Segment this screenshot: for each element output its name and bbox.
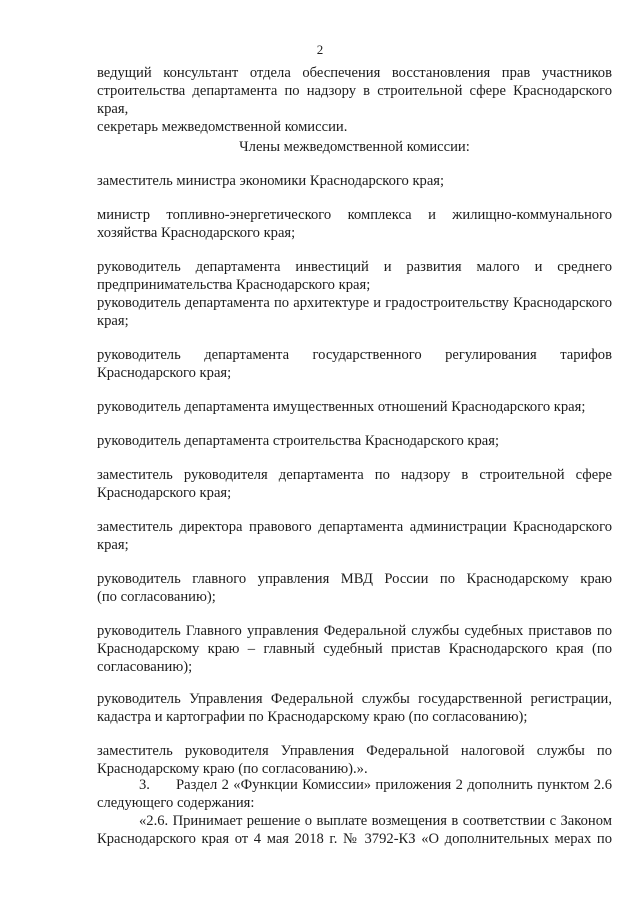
member-entry <box>97 622 612 676</box>
text-line: руководитель департамента инвестиций и развития малого и среднего <box>97 259 612 275</box>
member-entry <box>97 398 612 416</box>
amendment-paragraph-2-6 <box>97 812 612 848</box>
member-entry <box>97 258 612 294</box>
member-entry <box>97 742 612 778</box>
member-entry <box>97 518 612 554</box>
member-entry <box>97 570 612 606</box>
text-line: Краснодарского края; <box>97 485 232 501</box>
amendment-paragraph-3 <box>97 776 612 812</box>
text-line: руководитель департамента строительства Краснодарского края; <box>97 433 500 449</box>
text-line: руководитель главного управления МВД России по Краснодарскому краю <box>97 571 612 587</box>
member-entry <box>97 294 612 330</box>
text-line: следующего содержания: <box>97 795 255 811</box>
page-number: 2 <box>316 42 324 57</box>
member-entry <box>97 466 612 502</box>
text-line: руководитель Управления Федеральной службы государственной регистрации, <box>97 691 612 707</box>
text-line: хозяйства Краснодарского края; <box>97 225 296 241</box>
text-line: руководитель Главного управления Федеральной службы судебных приставов по <box>97 623 612 639</box>
text-line: края; <box>97 313 129 329</box>
text-line: строительства департамента по надзору в строительной сфере Краснодарского края, <box>97 83 612 117</box>
text-line: согласованию); <box>97 659 193 675</box>
text-line: руководитель департамента государственного регулирования тарифов <box>97 347 612 363</box>
text-line: руководитель департамента имущественных отношений Краснодарского края; <box>97 399 586 415</box>
text-line: заместитель директора правового департамента администрации Краснодарского <box>97 519 612 535</box>
text-line: (по согласованию); <box>97 589 216 605</box>
text-line: 3. Раздел 2 «Функции Комиссии» приложения 2 дополнить пунктом 2.6 <box>139 777 612 793</box>
text-line: Краснодарскому краю – главный судебный пристав Краснодарского края (по <box>97 641 612 657</box>
text-line: предпринимательства Краснодарского края; <box>97 277 371 293</box>
text-line: кадастра и картографии по Краснодарскому краю (по согласованию); <box>97 709 528 725</box>
text-line: заместитель руководителя Управления Федеральной налоговой службы по <box>97 743 612 759</box>
member-entry <box>97 206 612 242</box>
member-entry <box>97 172 612 190</box>
text-line: секретарь межведомственной комиссии. <box>97 119 348 135</box>
member-entry <box>97 432 612 450</box>
text-line: ведущий консультант отдела обеспечения восстановления прав участников <box>97 65 612 81</box>
text-line: заместитель министра экономики Краснодарского края; <box>97 173 445 189</box>
text-line: края; <box>97 537 129 553</box>
text-line: министр топливно-энергетического комплекса и жилищно-коммунального <box>97 207 612 223</box>
text-line: «2.6. Принимает решение о выплате возмещения в соответствии с Законом <box>139 813 612 829</box>
text-line: Краснодарского края; <box>97 365 232 381</box>
text-line: руководитель департамента по архитектуре и градостроительству Краснодарского <box>97 295 612 311</box>
secretary-entry <box>97 64 612 136</box>
member-entry <box>97 690 612 726</box>
text-line: Краснодарскому краю (по согласованию).». <box>97 761 368 777</box>
members-heading: Члены межведомственной комиссии: <box>239 139 470 155</box>
member-entry <box>97 346 612 382</box>
text-line: Краснодарского края от 4 мая 2018 г. № 3792-КЗ «О дополнительных мерах по <box>97 831 612 847</box>
text-line: заместитель руководителя департамента по надзору в строительной сфере <box>97 467 612 483</box>
